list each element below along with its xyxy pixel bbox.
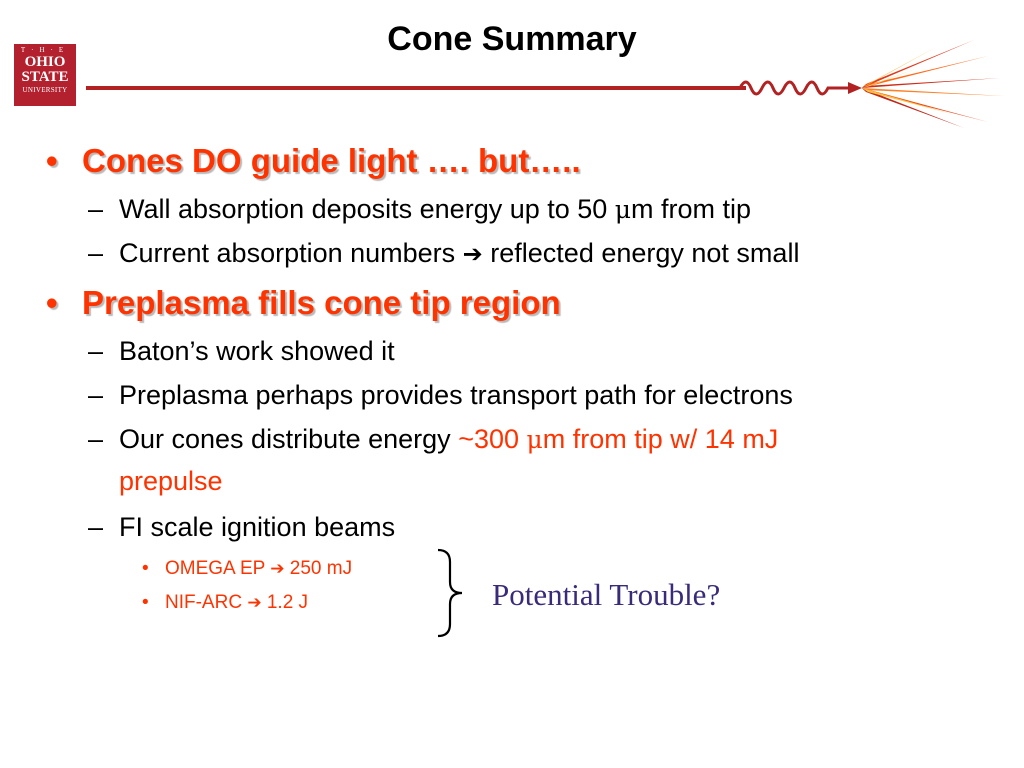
dash-symbol: – [88,424,104,454]
bullet-dot: • [142,592,149,613]
slide-title: Cone Summary [387,20,637,58]
highlight-text: prepulse [119,466,223,496]
text-segment: NIF-ARC [165,592,248,613]
mu-symbol: μ [526,425,543,454]
text-segment: Wall absorption deposits energy up to 50 [119,194,615,224]
text-segment: 1.2 J [261,592,309,613]
text-segment: m from tip [631,194,752,224]
bullet-text: Cones DO guide light …. but….. [82,142,581,179]
header-divider-line [86,86,746,90]
sub-bullet-text [119,194,751,225]
arrow-right-icon: ➔ [270,559,285,579]
arrow-right-icon: ➔ [247,593,262,613]
sub-bullet-text: FI scale ignition beams [119,512,396,542]
highlight-text: m from tip w/ 14 mJ [542,424,779,454]
highlight-text: ~300 [458,424,527,454]
text-segment: Current absorption numbers [119,238,463,268]
bullet-dot: • [46,142,58,179]
logo-the: T·H·E [20,46,70,54]
potential-trouble-annotation: Potential Trouble? [492,577,721,612]
sub-bullet-text [119,238,799,269]
mu-symbol: μ [614,195,632,224]
ohio-state-logo [14,44,76,106]
sub-bullet-text: Preplasma perhaps provides transport path for electrons [119,380,793,410]
logo-ohio: OHIO [24,54,66,70]
dash-symbol: – [88,238,104,268]
dash-symbol: – [88,380,104,410]
text-segment: Our cones distribute energy [119,424,459,454]
bullet-dot: • [142,558,149,579]
logo-university: UNIVERSITY [22,86,68,94]
bullet-dot: • [46,284,58,321]
arrow-right-icon: ➔ [462,240,483,268]
dash-symbol: – [88,512,104,542]
sub-bullet-text [119,424,778,455]
dash-symbol: – [88,336,104,366]
logo-state: STATE [21,69,69,85]
laser-burst-icon [738,38,1008,130]
sub-sub-bullet-text [165,558,352,580]
text-segment: OMEGA EP [165,558,271,579]
bullet-text: Preplasma fills cone tip region [82,284,561,321]
sub-sub-bullet-text [165,592,308,614]
sub-bullet-text: Baton’s work showed it [119,336,395,366]
text-segment: reflected energy not small [482,238,800,268]
text-segment: 250 mJ [284,558,353,579]
dash-symbol: – [88,194,104,224]
curly-brace-icon [432,548,468,638]
